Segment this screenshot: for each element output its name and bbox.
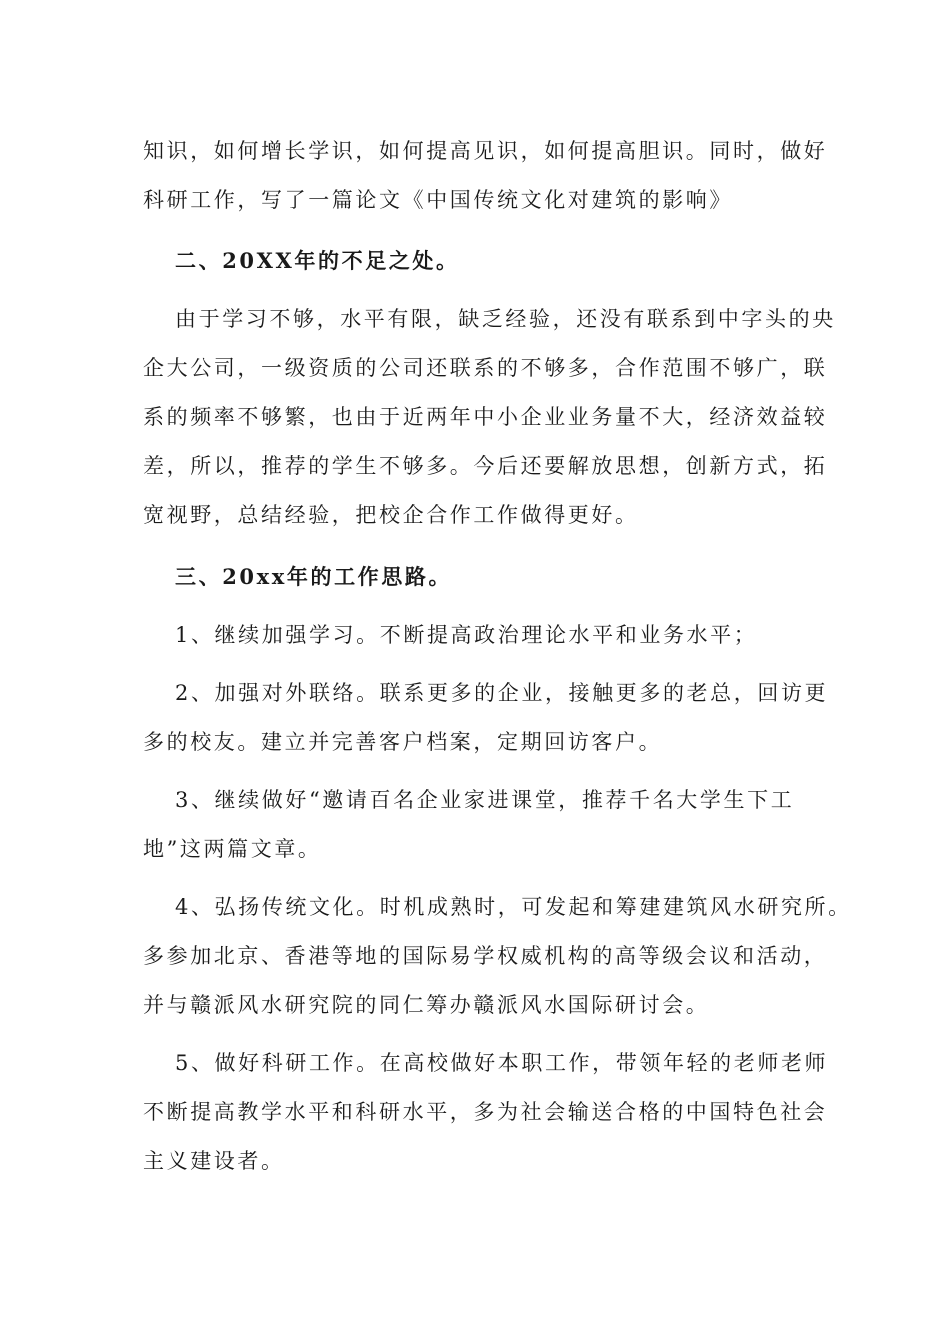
section-heading: 二、20XX年的不足之处。 [175,248,460,273]
text-line: 企大公司，一级资质的公司还联系的不够多，合作范围不够广，联 [143,356,828,380]
list-item: 4、弘扬传统文化。时机成熟时，可发起和筹建建筑风水研究所。 [175,895,852,919]
text-line: 知识，如何增长学识，如何提高见识，如何提高胆识。同时，做好 [143,139,828,163]
list-item: 3、继续做好“邀请百名企业家进课堂，推荐千名大学生下工 [175,788,795,812]
text-line: 科研工作，写了一篇论文《中国传统文化对建筑的影响》 [143,188,733,212]
text-line: 多的校友。建立并完善客户档案，定期回访客户。 [143,730,663,754]
text-line: 地”这两篇文章。 [143,837,322,861]
section-heading: 三、20xx年的工作思路。 [175,564,453,589]
text-line: 宽视野，总结经验，把校企合作工作做得更好。 [143,503,639,527]
text-line: 系的频率不够繁，也由于近两年中小企业业务量不大，经济效益较 [143,405,828,429]
text-line: 主义建设者。 [143,1149,285,1173]
list-item: 1、继续加强学习。不断提高政治理论水平和业务水平； [175,623,758,647]
text-line: 不断提高教学水平和科研水平，多为社会输送合格的中国特色社会 [143,1100,828,1124]
list-item: 2、加强对外联络。联系更多的企业，接触更多的老总，回访更 [175,681,829,705]
text-line: 由于学习不够，水平有限，缺乏经验，还没有联系到中字头的央 [175,307,836,331]
text-line: 并与赣派风水研究院的同仁筹办赣派风水国际研讨会。 [143,993,710,1017]
text-line: 多参加北京、香港等地的国际易学权威机构的高等级会议和活动， [143,944,828,968]
list-item: 5、做好科研工作。在高校做好本职工作，带领年轻的老师老师 [175,1051,829,1075]
text-line: 差，所以，推荐的学生不够多。今后还要解放思想，创新方式，拓 [143,454,828,478]
